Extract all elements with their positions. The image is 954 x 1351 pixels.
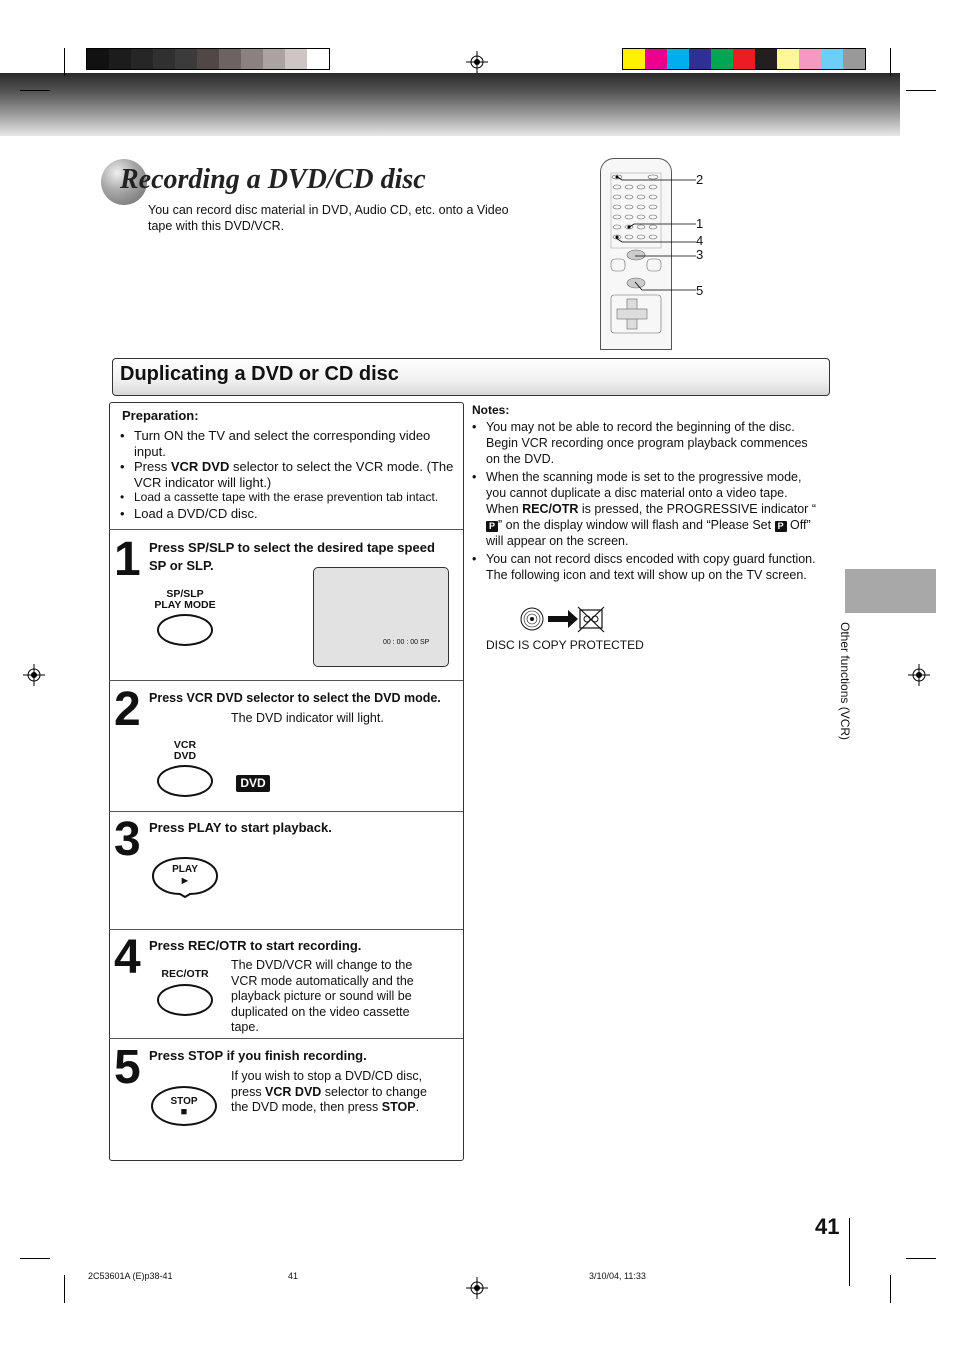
- registration-mark-icon: [23, 664, 45, 686]
- step-body: [231, 1069, 446, 1116]
- note2-text-d: ” on the display window will flash and “Please Set: [498, 518, 775, 533]
- page-title: Recording a DVD/CD disc: [120, 164, 426, 195]
- color-swatch: [307, 49, 329, 69]
- list-item: • Load a cassette tape with the erase prevention tab intact.: [118, 490, 458, 506]
- step-title: Press PLAY to start playback.: [149, 820, 332, 835]
- step-number: 1: [114, 533, 141, 586]
- play-label: PLAY: [172, 864, 198, 875]
- color-swatch: [689, 49, 711, 69]
- step-number: 2: [114, 683, 141, 736]
- note2-text-e: Off” will appear on the screen.: [486, 518, 811, 549]
- page-number: 41: [815, 1214, 840, 1239]
- remote-callout-1: 1: [696, 216, 704, 231]
- crop-mark: [890, 48, 891, 76]
- side-tab: [845, 569, 936, 613]
- color-swatch: [667, 49, 689, 69]
- button-label: [165, 740, 205, 762]
- crop-mark: [890, 1275, 891, 1303]
- crop-mark: [64, 48, 65, 76]
- note2-text-c: is pressed, the PROGRESSIVE indicator “: [578, 502, 816, 517]
- preparation-title: Preparation:: [122, 408, 199, 423]
- footer-date: 3/10/04, 11:33: [589, 1271, 646, 1281]
- step-title: Press VCR DVD selector to select the DVD mode.: [149, 691, 441, 705]
- screen-counter-text: 00 : 00 : 00 SP: [383, 639, 430, 646]
- list-item: [472, 469, 822, 550]
- remote-callout-4: 4: [696, 233, 704, 248]
- progressive-indicator-icon: P: [486, 521, 498, 532]
- registration-mark-icon: [908, 664, 930, 686]
- divider: [109, 529, 463, 530]
- crop-mark: [906, 90, 936, 91]
- color-swatch: [799, 49, 821, 69]
- list-item: • Load a DVD/CD disc.: [118, 506, 458, 522]
- color-swatch: [109, 49, 131, 69]
- sp-slp-label: SP/SLP: [166, 588, 204, 600]
- color-swatch: [711, 49, 733, 69]
- notes-title: Notes:: [472, 403, 510, 417]
- crop-mark: [906, 1258, 936, 1259]
- progressive-indicator-icon: P: [775, 521, 787, 532]
- copy-protected-text: DISC IS COPY PROTECTED: [486, 638, 644, 652]
- prep-vcr-part2: selector to select the VCR mode. (The VCR indicator will light.): [134, 459, 454, 490]
- section-title: Duplicating a DVD or CD disc: [120, 363, 399, 385]
- list-item: • Turn ON the TV and select the corresponding video input.: [118, 428, 458, 459]
- rec-otr-label: REC/OTR: [161, 968, 209, 980]
- list-item: [118, 459, 458, 490]
- dvd-indicator-badge: DVD: [236, 775, 270, 792]
- step-number: 4: [114, 931, 141, 984]
- stop-label: STOP: [170, 1096, 198, 1107]
- color-swatch: [623, 49, 645, 69]
- step-title: Press SP/SLP to select the desired tape speed SP or SLP.: [149, 540, 435, 573]
- crop-mark: [20, 90, 50, 91]
- divider: [109, 811, 463, 812]
- step5-bold-2: STOP: [381, 1100, 416, 1114]
- intro-text: You can record disc material in DVD, Audio CD, etc. onto a Video tape with this DVD/VCR.: [148, 203, 509, 233]
- color-swatch: [153, 49, 175, 69]
- prep-vcr-part1: Press: [134, 459, 171, 474]
- color-swatch: [843, 49, 865, 69]
- tv-screen-display: [313, 567, 449, 667]
- list-item: • You may not be able to record the beginning of the disc. Begin VCR recording once program playback commences on the DVD.: [472, 419, 822, 468]
- step-title: Press REC/OTR to start recording.: [149, 938, 362, 953]
- step5-text-2: selector to change the DVD mode, then press: [231, 1084, 427, 1114]
- remote-callout-5: 5: [696, 283, 704, 298]
- color-swatch: [219, 49, 241, 69]
- header-gradient-band: [0, 73, 900, 136]
- preparation-list: [118, 428, 458, 521]
- note2-bold: REC/OTR: [522, 502, 579, 517]
- vcr-label: VCR: [173, 739, 197, 751]
- registration-mark-icon: [466, 51, 488, 73]
- side-label: Other functions (VCR): [838, 622, 852, 741]
- color-swatch: [263, 49, 285, 69]
- color-bar: [622, 48, 866, 70]
- play-triangle-icon: ►: [179, 875, 191, 887]
- divider: [109, 680, 463, 681]
- prep-vcr-bold: VCR DVD: [170, 459, 230, 474]
- notes-list: [472, 419, 822, 584]
- button-label: [146, 589, 224, 611]
- crop-mark: [20, 1258, 50, 1259]
- footer-file: 2C53601A (E)p38-41: [88, 1271, 173, 1281]
- footer-page: 41: [288, 1271, 299, 1281]
- color-swatch: [197, 49, 219, 69]
- color-swatch: [87, 49, 109, 69]
- color-swatch: [241, 49, 263, 69]
- list-item: • You can not record discs encoded with copy guard function. The following icon and text will show up on the TV screen.: [472, 551, 822, 583]
- color-swatch: [131, 49, 153, 69]
- grayscale-bar: [86, 48, 330, 70]
- vcr-dvd-button[interactable]: [157, 765, 213, 797]
- step5-text-3: .: [415, 1100, 420, 1114]
- step-number: 5: [114, 1041, 141, 1094]
- remote-callout-2: 2: [696, 172, 704, 187]
- crop-mark: [64, 1275, 65, 1303]
- step5-text-1: If you wish to stop a DVD/CD disc, press: [231, 1069, 423, 1099]
- color-swatch: [733, 49, 755, 69]
- note2-text-a: When the scanning mode is set to the progressive mode, you cannot duplicate a disc material onto a video tape. When: [486, 469, 802, 517]
- step-number: 3: [114, 813, 141, 866]
- color-swatch: [175, 49, 197, 69]
- color-swatch: [821, 49, 843, 69]
- divider: [109, 929, 463, 930]
- sp-slp-button[interactable]: [157, 614, 213, 646]
- registration-mark-icon: [466, 1277, 488, 1299]
- step-title: Press STOP if you finish recording.: [149, 1048, 367, 1063]
- step-body: The DVD indicator will light.: [231, 711, 384, 725]
- color-swatch: [645, 49, 667, 69]
- rec-otr-button[interactable]: [157, 984, 213, 1016]
- page-number-rule: [849, 1218, 850, 1286]
- remote-callout-lines: [612, 170, 702, 300]
- dvd-label: DVD: [173, 750, 197, 762]
- copy-protected-icon: [518, 604, 608, 634]
- step-body: The DVD/VCR will change to the VCR mode automatically and the playback picture or sound will be duplicated on the video cassette tape.: [231, 958, 414, 1034]
- color-swatch: [755, 49, 777, 69]
- color-swatch: [777, 49, 799, 69]
- divider: [109, 1038, 463, 1039]
- color-swatch: [285, 49, 307, 69]
- remote-callout-3: 3: [696, 247, 704, 262]
- step5-bold-1: VCR DVD: [265, 1084, 322, 1099]
- stop-square-icon: ■: [180, 1106, 188, 1118]
- play-mode-label: PLAY MODE: [154, 599, 216, 611]
